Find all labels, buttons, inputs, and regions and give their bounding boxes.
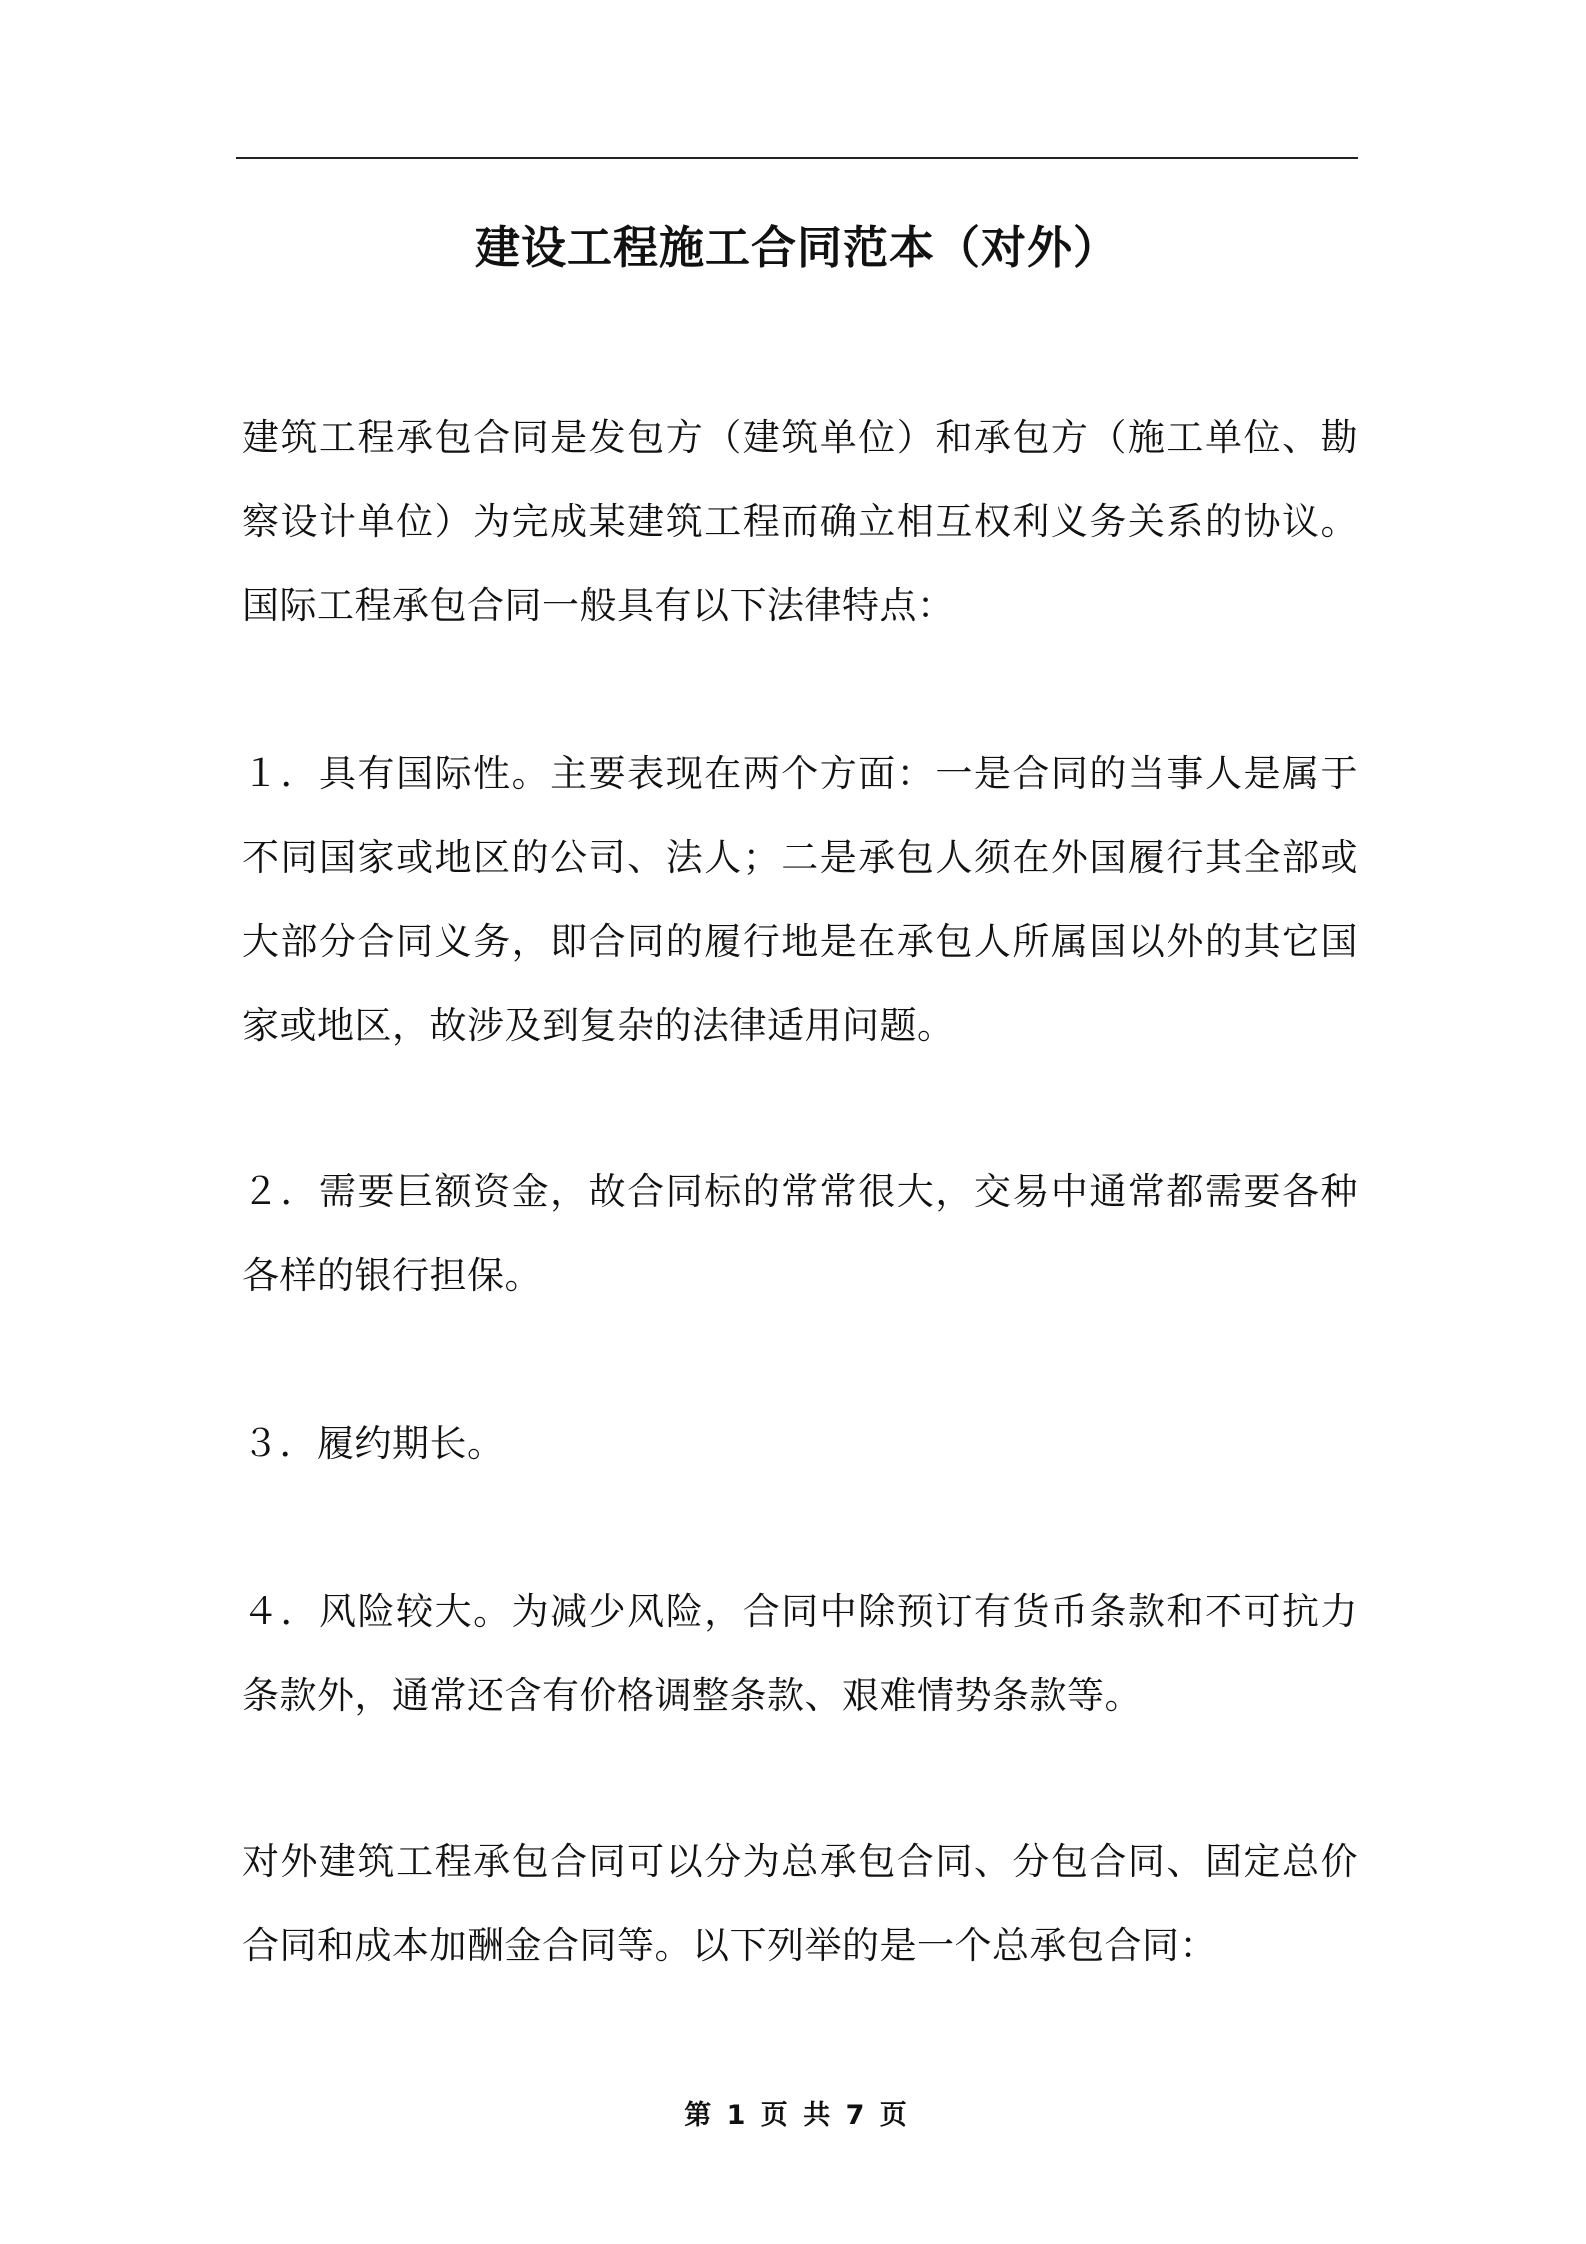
document-title: 建设工程施工合同范本（对外） — [474, 221, 1119, 274]
item-2-paragraph: ２．需要巨额资金，故合同标的常常很大，交易中通常都需要各种各样的银行担保。 — [242, 1170, 1358, 1297]
item-3-paragraph: ３．履约期长。 — [242, 1422, 505, 1465]
closing-paragraph: 对外建筑工程承包合同可以分为总承包合同、分包合同、固定总价合同和成本加酬金合同等。以下列举的是一个总承包合同： — [242, 1840, 1358, 1967]
page-number-footer: 第 1 页 共 7 页 — [684, 2100, 910, 2131]
intro-paragraph: 建筑工程承包合同是发包方（建筑单位）和承包方（施工单位、勘察设计单位）为完成某建筑工程而确立相互权利义务关系的协议。国际工程承包合同一般具有以下法律特点： — [242, 416, 1358, 627]
header-divider — [236, 157, 1358, 159]
item-1-paragraph: １．具有国际性。主要表现在两个方面：一是合同的当事人是属于不同国家或地区的公司、法人；二是承包人须在外国履行其全部或大部分合同义务，即合同的履行地是在承包人所属国以外的其它国家或地区，故涉及到复杂的法律适用问题。 — [242, 752, 1358, 1047]
item-4-paragraph: ４．风险较大。为减少风险，合同中除预订有货币条款和不可抗力条款外，通常还含有价格调整条款、艰难情势条款等。 — [242, 1590, 1358, 1717]
